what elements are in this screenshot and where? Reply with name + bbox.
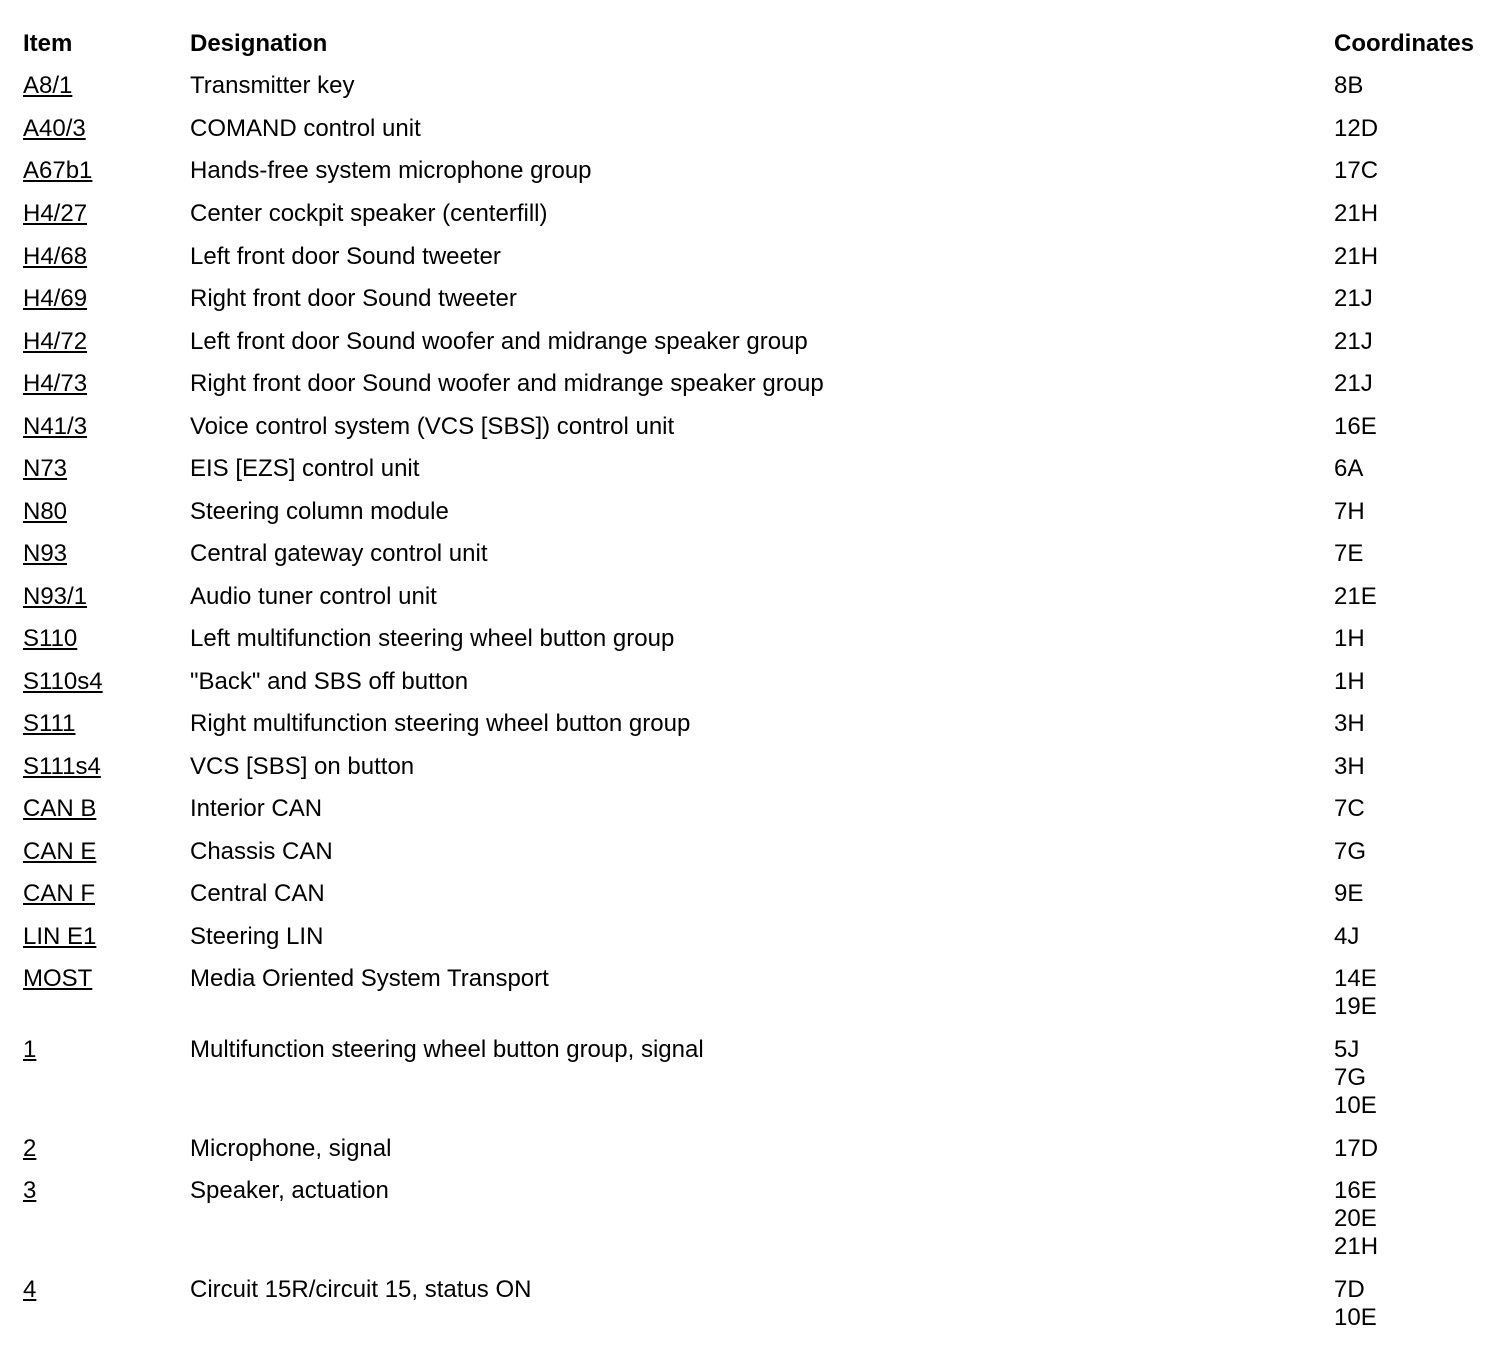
designation-text: Right multifunction steering wheel button group [190, 710, 691, 737]
coordinate-value: 20E [1334, 1205, 1377, 1232]
table-row [0, 1147, 1504, 1260]
coordinate-value: 21J [1334, 285, 1373, 312]
table-row [0, 680, 1504, 737]
coordinate-value: 21J [1334, 328, 1373, 355]
designation-text: Steering LIN [190, 923, 324, 950]
table-row [0, 383, 1504, 440]
table-row [0, 468, 1504, 525]
designation-text: Media Oriented System Transport [190, 965, 549, 992]
item-link[interactable]: N73 [23, 455, 68, 482]
coordinate-value: 21H [1334, 1233, 1379, 1260]
item-link[interactable]: CAN E [23, 838, 97, 865]
table-row [0, 893, 1504, 950]
coordinate-value: 21H [1334, 243, 1379, 270]
table-row [0, 510, 1504, 567]
designation-text: EIS [EZS] control unit [190, 455, 420, 482]
item-link[interactable]: 3 [23, 1177, 37, 1204]
designation-text: Center cockpit speaker (centerfill) [190, 200, 548, 227]
table-row [0, 213, 1504, 270]
table-row [0, 340, 1504, 397]
designation-text: Chassis CAN [190, 838, 333, 865]
table-row [0, 298, 1504, 355]
item-link[interactable]: 4 [23, 1276, 37, 1303]
table-row [0, 255, 1504, 312]
coordinate-value: 3H [1334, 710, 1365, 737]
designation-text: Transmitter key [190, 72, 355, 99]
table-row [0, 638, 1504, 695]
item-link[interactable]: A40/3 [23, 115, 86, 142]
item-link[interactable]: S110 [23, 625, 78, 652]
table-header [0, 0, 1504, 57]
item-link[interactable]: LIN E1 [23, 923, 97, 950]
item-link[interactable]: A67b1 [23, 157, 93, 184]
coordinate-value: 10E [1334, 1304, 1377, 1331]
header-designation: Designation [190, 30, 328, 57]
designation-text: COMAND control unit [190, 115, 421, 142]
coordinate-value: 21J [1334, 370, 1373, 397]
coordinate-value: 16E [1334, 1177, 1377, 1204]
designation-text: Voice control system (VCS [SBS]) control unit [190, 413, 675, 440]
coordinate-value: 7E [1334, 540, 1364, 567]
coordinate-value: 8B [1334, 72, 1364, 99]
designation-text: Left front door Sound woofer and midrange speaker group [190, 328, 808, 355]
designation-text: Circuit 15R/circuit 15, status ON [190, 1276, 532, 1303]
table-row [0, 850, 1504, 907]
designation-text: Multifunction steering wheel button group, signal [190, 1036, 704, 1063]
designation-text: VCS [SBS] on button [190, 753, 415, 780]
item-link[interactable]: N80 [23, 498, 68, 525]
item-link[interactable]: S111s4 [23, 753, 101, 780]
coordinate-value: 7C [1334, 795, 1365, 822]
item-link[interactable]: S110s4 [23, 668, 103, 695]
coordinate-value: 16E [1334, 413, 1377, 440]
header-item: Item [23, 30, 73, 57]
designation-text: Left front door Sound tweeter [190, 243, 501, 270]
coordinate-value: 1H [1334, 668, 1365, 695]
table-row [0, 127, 1504, 184]
designation-text: Right front door Sound woofer and midrange speaker group [190, 370, 824, 397]
header-coordinates: Coordinates [1334, 30, 1475, 57]
table-row [0, 595, 1504, 652]
table-row [0, 935, 1504, 1020]
coordinate-value: 3H [1334, 753, 1365, 780]
coordinate-value: 14E [1334, 965, 1377, 992]
designation-text: Audio tuner control unit [190, 583, 437, 610]
coordinate-value: 5J [1334, 1036, 1360, 1063]
item-link[interactable]: 1 [23, 1036, 37, 1063]
item-link[interactable]: CAN B [23, 795, 97, 822]
table-row [0, 1105, 1504, 1162]
coordinate-value: 21E [1334, 583, 1377, 610]
item-link[interactable]: H4/27 [23, 200, 88, 227]
coordinates-cell [1334, 1276, 1377, 1332]
coordinate-value: 19E [1334, 993, 1377, 1020]
coordinate-value: 4J [1334, 923, 1360, 950]
designation-text: Speaker, actuation [190, 1177, 389, 1204]
designation-text: Interior CAN [190, 795, 323, 822]
item-link[interactable]: A8/1 [23, 72, 73, 99]
table-row [0, 170, 1504, 227]
designation-text: Left multifunction steering wheel button group [190, 625, 675, 652]
table-row [0, 85, 1504, 142]
designation-text: Central gateway control unit [190, 540, 488, 567]
designation-text: Steering column module [190, 498, 449, 525]
designation-text: Microphone, signal [190, 1135, 392, 1162]
coordinate-value: 7D [1334, 1276, 1365, 1303]
table-row [0, 723, 1504, 780]
coordinate-value: 12D [1334, 115, 1379, 142]
item-link[interactable]: N93/1 [23, 583, 88, 610]
item-link[interactable]: S111 [23, 710, 76, 737]
table-row [0, 765, 1504, 822]
coordinate-value: 9E [1334, 880, 1364, 907]
coordinate-value: 21H [1334, 200, 1379, 227]
table-row [0, 553, 1504, 610]
item-link[interactable]: H4/72 [23, 328, 88, 355]
item-link[interactable]: H4/73 [23, 370, 88, 397]
table-row [0, 42, 1504, 99]
coordinate-value: 7G [1334, 1064, 1367, 1091]
table-row [0, 1246, 1504, 1331]
item-link[interactable]: N41/3 [23, 413, 88, 440]
coordinate-value: 1H [1334, 625, 1365, 652]
table-row [0, 425, 1504, 482]
designation-text: Right front door Sound tweeter [190, 285, 517, 312]
coordinate-value: 17D [1334, 1135, 1379, 1162]
coordinate-value: 7H [1334, 498, 1365, 525]
coordinate-value: 17C [1334, 157, 1379, 184]
item-link[interactable]: CAN F [23, 880, 95, 907]
item-link[interactable]: 2 [23, 1135, 37, 1162]
coordinate-value: 6A [1334, 455, 1364, 482]
designation-text: Central CAN [190, 880, 325, 907]
item-link[interactable]: N93 [23, 540, 68, 567]
item-link[interactable]: H4/69 [23, 285, 88, 312]
coordinate-value: 7G [1334, 838, 1367, 865]
table-row [0, 808, 1504, 865]
designation-text: Hands-free system microphone group [190, 157, 592, 184]
table-row [0, 1006, 1504, 1119]
item-link[interactable]: MOST [23, 965, 93, 992]
designation-text: "Back" and SBS off button [190, 668, 469, 695]
coordinate-value: 10E [1334, 1092, 1377, 1119]
item-link[interactable]: H4/68 [23, 243, 88, 270]
